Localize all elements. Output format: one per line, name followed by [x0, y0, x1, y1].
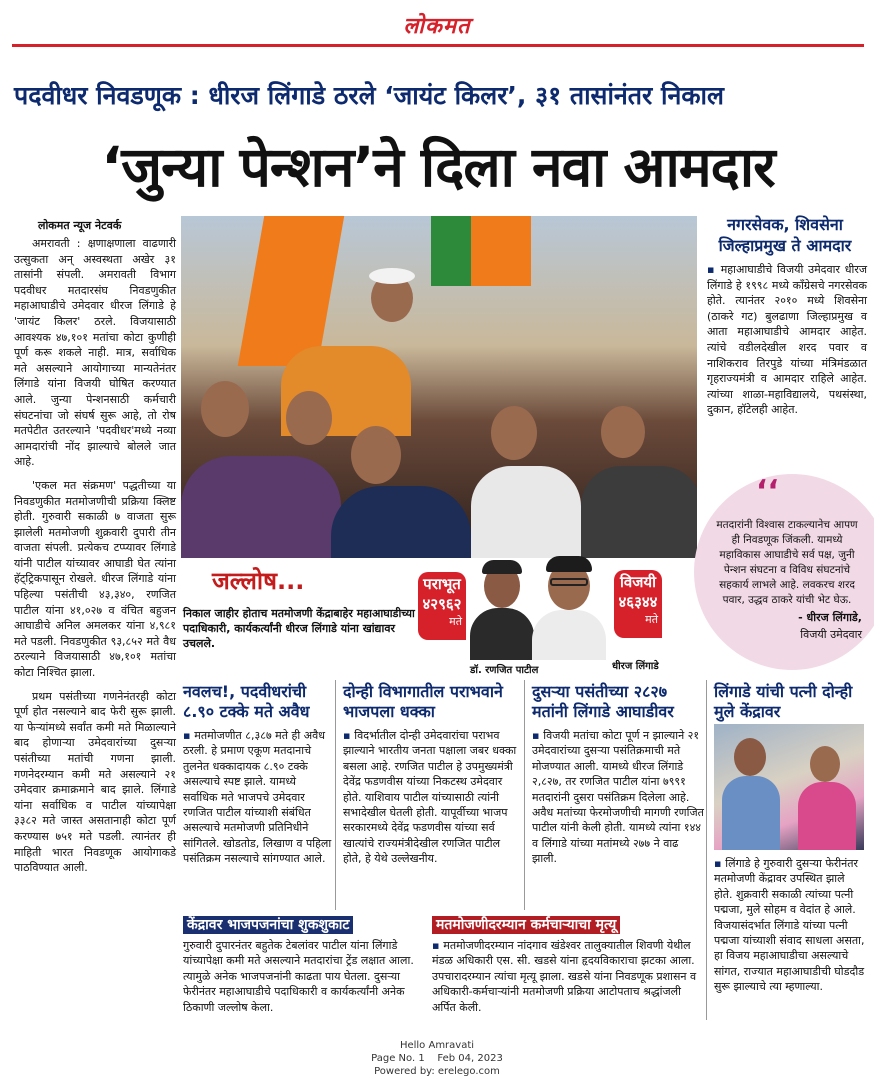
- won-unit: मते: [645, 613, 658, 626]
- lead-article: [14, 236, 176, 884]
- photo-caption: निकाल जाहीर होताच मतमोजणी केंद्राबाहेर महाआघाडीच्या पदाधिकारी, कार्यकर्त्यांनी धीरज लिंगाडे यांना खांद्यावर उचलले.: [183, 607, 415, 650]
- bullet-icon: ▪: [343, 729, 355, 742]
- sidebar-text: [707, 262, 867, 418]
- column-title: नवलच!, पदवीधरांची ८.९० टक्के मते अवैध: [183, 682, 310, 721]
- sidebar-title: नगरसेवक, शिवसेना जिल्हाप्रमुख ते आमदार: [718, 215, 852, 255]
- kicker: पदवीधर निवडणूक : धीरज लिंगाडे ठरले ‘जायंट किलर’, ३१ तासांनंतर निकाल: [14, 81, 724, 110]
- lead-paragraph: अमरावती : क्षणाक्षणाला वाढणारी उत्सुकता अन् अस्वस्थता अखेर ३१ तासांनी संपली. अमरावती विभाग पदवीधर मतदारसंघ निवडणुकीत महाआघाडीचे उमेदवार धीरज लिंगाडे हे 'जायंट किलर' ठरले. विजयासाठी आवश्यक ४७,१०१ मतांचा कोटा कुणीही पूर्ण करू शकले नाही. मात्र, सर्वाधिक मते असल्याने आयोगाच्या मान्यतेनंतर लिंगाडे यांना विजयी घोषित करण्यात आले. जुन्या पेन्शनसाठी कर्मचारी संघटनांचा जो संघर्ष सुरू आहे, तो रोष मतपेटीत उतरल्याने 'पदवीधर'मध्ये नव्या आमदारांची नोंद झाल्याचे बोलले जात आहे.: [14, 237, 176, 469]
- masthead-logo: लोकमत: [403, 14, 471, 39]
- lost-unit: मते: [449, 615, 462, 628]
- strip-title: केंद्रावर भाजपजनांचा शुकशुकाट: [183, 916, 353, 934]
- strip-text: मतमोजणीदरम्यान नांदगाव खंडेश्वर तालुक्यातील शिवणी येथील मंडळ अधिकारी एस. सी. खडसे यांना हृदयविकाराचा झटका आला. उपचारादरम्यान त्यांचा मृत्यू झाला. खडसे यांना निवडणूक प्रशासन व अधिकारी-कर्मचाऱ्यांनी मतमोजणी प्रक्रिया आटोपताच श्रद्धांजली अर्पित केली.: [432, 939, 697, 1014]
- column-text: मतमोजणीत ८,३८७ मते ही अवैध ठरली. हे प्रमाण एकूण मतदानाचे तुलनेत धक्कादायक ८.९० टक्के असल्याचे स्पष्ट झाले. यामध्ये सर्वाधिक मते भाजपचे उमेदवार रणजित पाटील यांच्याशी संबंधित असल्याचे मतमोजणी प्रतिनिधीने सांगितले. खोडतोड, लिखाण व पहिला पसंतिक्रम नसल्याचे सांगण्यात आले.: [183, 729, 332, 866]
- strip-heading: [183, 914, 353, 934]
- loser-name: डॉ. रणजित पाटील: [470, 665, 539, 676]
- headline: ‘जुन्या पेन्शन’ने दिला नवा आमदार: [101, 135, 775, 199]
- won-votes: ४६३४४: [618, 593, 658, 611]
- footer-powered: Powered by: erelego.com: [374, 1066, 500, 1077]
- strip-body: गुरुवारी दुपारनंतर बहुतेक टेबलांवर पाटील यांना लिंगाडे यांच्यापेक्षा कमी मते असल्याने मतदारांचा ट्रेंड लक्षात आला. त्यामुळे अनेक भाजपजनांनी काढता पाय घेतला. दुसऱ्या फेरीनंतर महाआघाडीचे पदाधिकारी व कार्यकर्त्यांनी अनेक ठिकाणी जल्लोष केला.: [183, 939, 414, 1014]
- winner-portrait: [530, 556, 608, 660]
- bullet-icon: ▪: [532, 729, 544, 742]
- column-body: [532, 728, 704, 867]
- divider: [524, 680, 525, 910]
- column-text: विदर्भातील दोन्ही उमेदवारांचा पराभव झाल्याने भारतीय जनता पक्षाला जबर धक्का बसला आहे. रणजित पाटील हे उपमुख्यमंत्री देवेंद्र फडणवीस यांच्या निकटस्थ उमेदवार होते. याशिवाय पाटील यांच्यासाठी त्यांनी सभादेखील घेतली होती. यापूर्वीच्या भाजप सरकारमध्ये देवेंद्र फडणवीस यांच्या सर्व खात्यांचे राज्यमंत्रीदेखील रणजित पाटील होते, हे येथे उल्लेखनीय.: [343, 729, 517, 866]
- lost-label: पराभूत: [423, 575, 461, 593]
- bullet-icon: ▪: [432, 939, 444, 952]
- lead-paragraph: 'एकल मत संक्रमण' पद्धतीच्या या निवडणुकीत मतमोजणीची प्रक्रिया क्लिष्ट होती. गुरुवारी सकाळी ७ वाजता सुरू झालेली मतमोजणी शुक्रवारी दुपारी तीन वाजता संपली. प्रत्येकच टप्प्यावर लिंगाडे यांनी पाटील यांच्यावर आघाडी घेत त्यांना हॅट्ट्रिकपासून रोखले. धीरज लिंगाडे यांना पहिल्या पसंतीची ४३,३४०, रणजित पाटील यांना ४१,०२७ व वंचित बहुजन आघाडीचे अनिल अमलकर यांना ४,९८१ मते पडली. निवडणुकीत ९३,८५२ मते वैध ठरल्याने विजयासाठी ४७,१०१ मतांचा कोटा निश्चित झाला.: [14, 478, 176, 680]
- quote-text: मतदारांनी विश्वास टाकल्यानेच आपण ही निवडणूक जिंकली. यामध्ये महाविकास आघाडीचे सर्व पक्ष, जुनी पेन्शन संघटना व विविध संघटनांचे सहकार्य लाभले आहे. लवकरच शरद पवार, उद्धव ठाकरे यांची भेट घेऊ.: [716, 519, 858, 606]
- quote-mark-icon: ‘‘: [756, 474, 779, 509]
- bullet-icon: ▪: [183, 729, 195, 742]
- won-badge: [614, 570, 662, 638]
- strip-body: [432, 938, 702, 1015]
- masthead-rule: [12, 44, 864, 47]
- column-title: दुसऱ्या पसंतीच्या २८२७ मतांनी लिंगाडे आघाडीवर: [532, 682, 674, 721]
- quote-author: - धीरज लिंगाडे,: [798, 611, 862, 624]
- celebration-photo: [181, 216, 697, 558]
- column-text: विजयी मतांचा कोटा पूर्ण न झाल्याने २१ उमेदवारांच्या दुसऱ्या पसंतिक्रमाची मते मोजण्यात आली. यामध्ये धीरज लिंगाडे २,८२७, तर रणजित पाटील यांना ७९९१ मतदारांनी दुसरा पसंतिक्रम दिलेला आहे. अवैध मतांच्या फेरमोजणीची मागणी रणजित पाटील यांनी केली होती. यामध्ये त्यांना १४४ व लिंगाडे यांच्या मतांमध्ये २७७ ने वाढ झाली.: [532, 729, 704, 866]
- footer-page: Page No. 1 Feb 04, 2023: [371, 1053, 503, 1064]
- column-text: लिंगाडे हे गुरुवारी दुसऱ्या फेरीनंतर मतमोजणी केंद्रावर उपस्थित झाले होते. शुक्रवारी सकाळी त्यांच्या पत्नी पद्मजा, मुले सोहम व वेदांत हे आले. विजयासंदर्भात लिंगाडे यांच्या पत्नी पद्मजा यांच्याशी संवाद साधला असता, हा विजय महाआघाडीचा असल्याचे सांगत, राज्यात महाआघाडीची घोडदौड सुरू झाल्याचे त्या म्हणाल्या.: [714, 857, 865, 994]
- divider: [706, 680, 707, 1020]
- bullet-icon: ▪: [707, 263, 721, 276]
- column-body: [343, 728, 521, 867]
- column-body: [183, 728, 333, 867]
- byline: लोकमत न्यूज नेटवर्क: [38, 219, 122, 232]
- family-photo: [714, 724, 864, 850]
- footer-line: Hello Amravati: [399, 1040, 475, 1051]
- column-body: [714, 856, 866, 995]
- quote-role: विजयी उमेदवार: [800, 628, 862, 641]
- lost-badge: [418, 572, 466, 640]
- strip-title: मतमोजणीदरम्यान कर्मचाऱ्याचा मृत्यू: [432, 916, 620, 934]
- column-title: लिंगाडे यांची पत्नी दोन्ही मुले केंद्रावर: [714, 682, 853, 721]
- strip-heading: [432, 914, 620, 934]
- divider: [335, 680, 336, 910]
- winner-name: धीरज लिंगाडे: [612, 661, 659, 672]
- sidebar-body: महाआघाडीचे विजयी उमेदवार धीरज लिंगाडे हे १९९८ मध्ये काँग्रेसचे नगरसेवक होते. त्यानंतर २०१० मध्ये शिवसेना (ठाकरे गट) बुलढाणा जिल्हाप्रमुख व आता महाआघाडीचे आमदार आहेत. त्यांचे वडीलदेखील शरद पवार व नाशिकराव तिरपुडे यांच्या मंत्रिमंडळात गृहराज्यमंत्री व आमदार राहिले आहेत. त्यांच्या शाळा-महाविद्यालये, पथसंस्था, दुकान, हॉटेलही आहेत.: [707, 263, 867, 417]
- lead-paragraph: प्रथम पसंतीच्या गणनेनंतरही कोटा पूर्ण होत नसल्याने बाद फेरी सुरू झाली. या फेऱ्यांमध्ये सर्वांत कमी मते मिळाल्याने बाद होणाऱ्या उमेदवारांच्या दुसऱ्या पसंतीच्या मतांची गणना झाली. गणनेदरम्यान कमी मते असल्याने २१ उमेदवार क्रमाक्रमाने बाद झाले. लिंगाडे यांना सर्वाधिक व पाटील यांच्यापेक्षा ३३८२ मते जास्त असतानाही कोटा पूर्ण करण्यास ७५१ मते पडली. त्यानंतर ही माहिती भारत निवडणूक आयोगाकडे पाठविण्यात आली.: [14, 689, 176, 875]
- loser-portrait: [466, 560, 536, 660]
- won-label: विजयी: [620, 573, 656, 591]
- celebration-title: जल्लोष...: [212, 567, 305, 595]
- lost-votes: ४२९६२: [422, 595, 462, 613]
- column-title: दोन्ही विभागातील पराभवाने भाजपला धक्का: [343, 682, 503, 721]
- bullet-icon: ▪: [714, 857, 726, 870]
